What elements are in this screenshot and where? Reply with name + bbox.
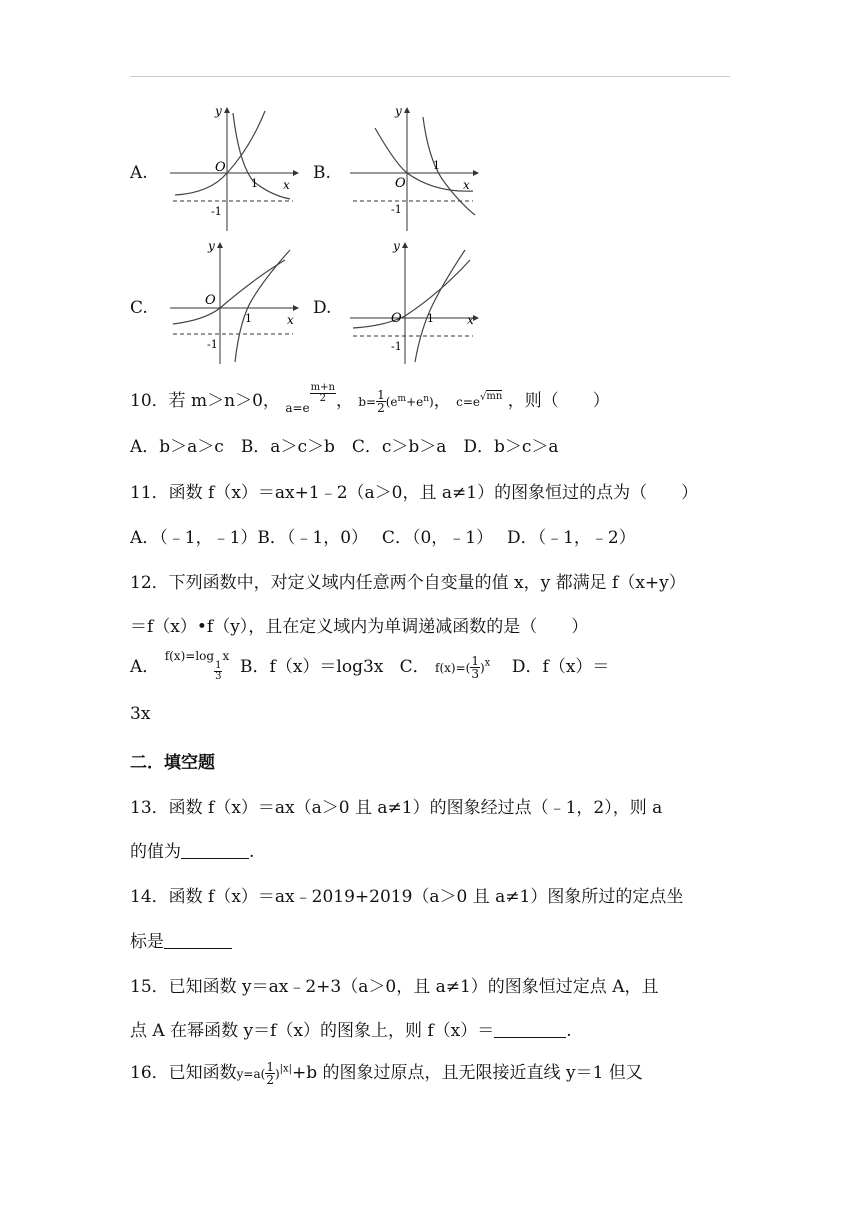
q15-line2: 点 A 在幂函数 y＝f（x）的图象上，则 f（x）＝ .	[130, 1021, 572, 1041]
q10-stem: 10．若 m＞n＞0，	[130, 391, 280, 411]
q16-line	[130, 1058, 643, 1086]
q12-opt-a-expr: f(x)=log	[164, 649, 215, 663]
q14-line2: 标是	[130, 927, 232, 952]
q12-line2: ＝f（x）•f（y），且在定义域内为单调递减函数的是（ ）	[130, 617, 589, 637]
q15-line1: 15．已知函数 y＝ax﹣2+3（a＞0，且 a≠1）的图象恒过定点 A，且	[130, 977, 659, 997]
q12-opt-d: D．f（x）＝	[511, 657, 610, 677]
option-b-label: B.	[313, 163, 331, 183]
graph-b-one: 1	[433, 159, 440, 172]
q12-opt-c-label: C．	[399, 657, 430, 677]
q16-expr-post: )	[274, 1067, 280, 1081]
graph-c-minus-one: -1	[207, 338, 218, 351]
q12-opt-a-label: A．	[130, 657, 160, 677]
graph-a	[165, 103, 305, 235]
q12-opt-c-exp: x	[484, 657, 491, 669]
option-d-label: D.	[313, 298, 332, 318]
q16-fraction: $\frac{1}{2}$	[266, 1060, 274, 1087]
graph-a-one: 1	[251, 177, 258, 190]
graph-d-y: y	[393, 239, 400, 253]
q12-opt-c-pre: f(x)=(	[435, 661, 471, 675]
header-rule	[130, 76, 730, 77]
q10-options: A．b＞a＞c B．a＞c＞b C．c＞b＞a D．b＞c＞a	[130, 437, 559, 457]
q10-a-base: a=e	[285, 401, 310, 415]
q13-line1: 13．函数 f（x）＝ax（a＞0 且 a≠1）的图象经过点（﹣1，2），则 a	[130, 798, 663, 818]
graph-b-x: x	[463, 178, 470, 192]
q10-tail: ，则（ ）	[507, 391, 610, 411]
q12-opt-c-post: )	[479, 661, 485, 675]
q13-line2: 的值为 .	[130, 842, 255, 862]
graph-b-origin: O	[395, 176, 406, 191]
q10-stem-line: 10．若 m＞n＞0， $_{a=e}$ $\frac{m+n}{2}$ ， b= $\frac{1}{2}$ $(e^m+e^n)$， $c=e^{√mn}$ ，则（ ）	[130, 382, 610, 415]
q12-opt-a-base: $\frac{1}{3}$	[215, 660, 222, 682]
q15-answer-blank[interactable]	[494, 1021, 566, 1038]
q10-c-base: c=e	[456, 395, 481, 409]
graph-d-minus-one: -1	[391, 340, 402, 353]
q16-exponent: |x|	[279, 1063, 293, 1075]
graph-c-x: x	[287, 313, 294, 327]
graph-d-origin: O	[391, 311, 402, 326]
graph-c-origin: O	[205, 293, 216, 308]
q12-options	[130, 649, 610, 682]
q10-c-exponent: √mn	[480, 391, 503, 403]
graph-b-minus-one: -1	[391, 203, 402, 216]
q16-post: +b 的图象过原点，且无限接近直线 y＝1 但又	[292, 1063, 643, 1083]
q12-line1: 12．下列函数中，对定义域内任意两个自变量的值 x，y 都满足 f（x+y）	[130, 573, 686, 593]
graph-d-one: 1	[427, 312, 434, 325]
q11-stem: 11．函数 f（x）＝ax+1﹣2（a＞0，且 a≠1）的图象恒过的点为（ ）	[130, 483, 699, 503]
q10-b-post: $(e^m+e^n)$	[385, 394, 434, 409]
q10-b-fraction: $\frac{1}{2}$	[377, 388, 385, 415]
graph-c	[165, 238, 305, 368]
q12-opt-d-cont: 3x	[130, 704, 151, 724]
graph-a-y: y	[215, 104, 222, 118]
graph-c-y: y	[208, 239, 215, 253]
q11-options: A．（﹣1，﹣1）B．（﹣1，0） C．（0，﹣1） D．（﹣1，﹣2）	[130, 528, 636, 548]
option-a-label: A.	[130, 163, 148, 183]
graph-b-y: y	[395, 104, 402, 118]
q12-opt-a-arg: x	[222, 649, 230, 663]
graph-c-one: 1	[245, 312, 252, 325]
q14-answer-blank[interactable]	[164, 932, 232, 949]
graph-a-x: x	[283, 178, 290, 192]
graph-b	[345, 103, 485, 235]
graph-a-minus-one: -1	[211, 205, 222, 218]
q13-answer-blank[interactable]	[181, 842, 249, 859]
graph-a-origin: O	[215, 160, 226, 175]
q10-b-pre: b=	[358, 395, 377, 409]
option-c-label: C.	[130, 298, 148, 318]
graph-d-x: x	[467, 313, 474, 327]
q10-a-exponent: $\frac{m+n}{2}$	[310, 382, 335, 404]
graph-d	[345, 238, 485, 368]
q12-opt-b: B．f（x）＝log3x	[240, 657, 384, 677]
q14-line1: 14．函数 f（x）＝ax﹣2019+2019（a＞0 且 a≠1）图象所过的定点坐	[130, 887, 684, 907]
q16-pre: 16．已知函数	[130, 1063, 237, 1083]
section2-title: 二．填空题	[130, 753, 215, 773]
q12-opt-c-fraction: $\frac{1}{3}$	[471, 654, 479, 681]
q16-expr-pre: y=a(	[236, 1067, 266, 1081]
